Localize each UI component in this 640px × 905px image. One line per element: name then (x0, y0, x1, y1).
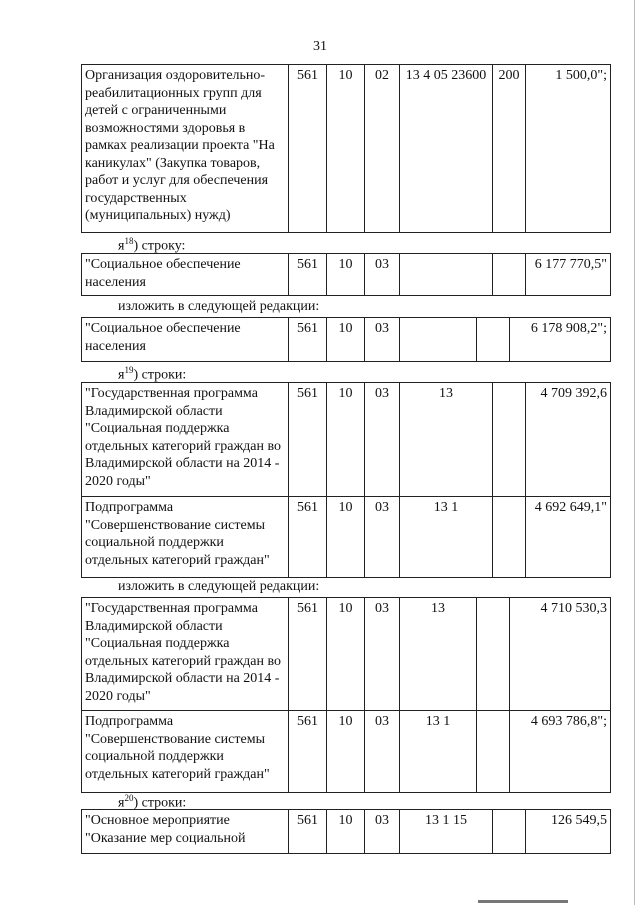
subsection-code: 03 (365, 254, 400, 296)
amount: 1 500,0"; (526, 65, 611, 233)
table-row (82, 254, 611, 296)
amendment-note-19 (118, 362, 186, 384)
note-prefix: я (118, 795, 125, 811)
section-code: 10 (327, 497, 365, 578)
row-description: Подпрограмма "Совершенствование системы социальной поддержки отдельных категорий граждан" (82, 497, 289, 578)
subsection-code: 03 (365, 711, 400, 793)
target-article-code: 13 1 15 (400, 810, 493, 854)
row-description: "Государственная программа Владимирской области "Социальная поддержка отдельных категорий граждан во Владимирской области на 2014 - 2020 годы" (82, 598, 289, 711)
row-description: "Основное мероприятие "Оказание мер социальной (82, 810, 289, 854)
table-row (82, 598, 611, 711)
subsection-code: 03 (365, 383, 400, 497)
budget-table-2 (81, 253, 611, 296)
subsection-code: 03 (365, 810, 400, 854)
ministry-code: 561 (289, 65, 327, 233)
amendment-note-18 (118, 233, 185, 255)
subsection-code: 03 (365, 598, 400, 711)
ministry-code: 561 (289, 318, 327, 362)
scan-artifact (478, 900, 568, 903)
row-description: Подпрограмма "Совершенствование системы социальной поддержки отдельных категорий граждан" (82, 711, 289, 793)
budget-table-1 (81, 64, 611, 233)
target-article-code (400, 254, 493, 296)
target-article-code: 13 1 (400, 497, 493, 578)
row-description: "Социальное обеспечение населения (82, 318, 289, 362)
budget-table-3 (81, 317, 611, 362)
page-number: 31 (313, 39, 327, 54)
ministry-code: 561 (289, 383, 327, 497)
ministry-code: 561 (289, 497, 327, 578)
expense-type-code (493, 810, 526, 854)
section-code: 10 (327, 383, 365, 497)
section-code: 10 (327, 810, 365, 854)
row-description: Организация оздоровительно-реабилитационных групп для детей с ограниченными возможностями здоровья в рамках реализации проекта "На каникулах" (Закупка товаров, работ и услуг для обеспечения государственных (муниципальных) нужд) (82, 65, 289, 233)
expense-type-code (477, 711, 510, 793)
target-article-code: 13 4 05 23600 (400, 65, 493, 233)
row-description: "Государственная программа Владимирской области "Социальная поддержка отдельных категорий граждан во Владимирской области на 2014 - 2020 годы" (82, 383, 289, 497)
target-article-code (400, 318, 477, 362)
scan-edge-line (634, 0, 635, 905)
section-code: 10 (327, 65, 365, 233)
table-row (82, 383, 611, 497)
edit-instruction-1: изложить в следующей редакции: (118, 299, 320, 314)
amount: 6 177 770,5" (526, 254, 611, 296)
note-text: ) строки: (133, 367, 187, 383)
table-row (82, 65, 611, 233)
subsection-code: 03 (365, 497, 400, 578)
ministry-code: 561 (289, 254, 327, 296)
amount: 4 692 649,1" (526, 497, 611, 578)
note-number: 18 (124, 236, 134, 246)
target-article-code: 13 1 (400, 711, 477, 793)
note-prefix: я (118, 367, 125, 383)
note-number: 19 (124, 365, 134, 375)
amount: 4 693 786,8"; (510, 711, 611, 793)
amount: 4 710 530,3 (510, 598, 611, 711)
ministry-code: 561 (289, 711, 327, 793)
section-code: 10 (327, 318, 365, 362)
note-text: ) строки: (133, 795, 187, 811)
expense-type-code: 200 (493, 65, 526, 233)
table-row (82, 711, 611, 793)
row-description: "Социальное обеспечение населения (82, 254, 289, 296)
amount: 6 178 908,2"; (510, 318, 611, 362)
target-article-code: 13 (400, 598, 477, 711)
note-number: 20 (124, 793, 134, 803)
ministry-code: 561 (289, 810, 327, 854)
section-code: 10 (327, 254, 365, 296)
expense-type-code (493, 383, 526, 497)
expense-type-code (493, 497, 526, 578)
ministry-code: 561 (289, 598, 327, 711)
expense-type-code (477, 318, 510, 362)
amount: 126 549,5 (526, 810, 611, 854)
target-article-code: 13 (400, 383, 493, 497)
table-row (82, 497, 611, 578)
budget-table-4 (81, 382, 611, 578)
subsection-code: 03 (365, 318, 400, 362)
budget-table-6 (81, 809, 611, 854)
budget-table-5 (81, 597, 611, 793)
edit-instruction-2: изложить в следующей редакции: (118, 579, 320, 594)
note-text: ) строку: (133, 238, 186, 254)
section-code: 10 (327, 711, 365, 793)
subsection-code: 02 (365, 65, 400, 233)
amount: 4 709 392,6 (526, 383, 611, 497)
expense-type-code (477, 598, 510, 711)
note-prefix: я (118, 238, 125, 254)
expense-type-code (493, 254, 526, 296)
table-row (82, 810, 611, 854)
section-code: 10 (327, 598, 365, 711)
table-row (82, 318, 611, 362)
